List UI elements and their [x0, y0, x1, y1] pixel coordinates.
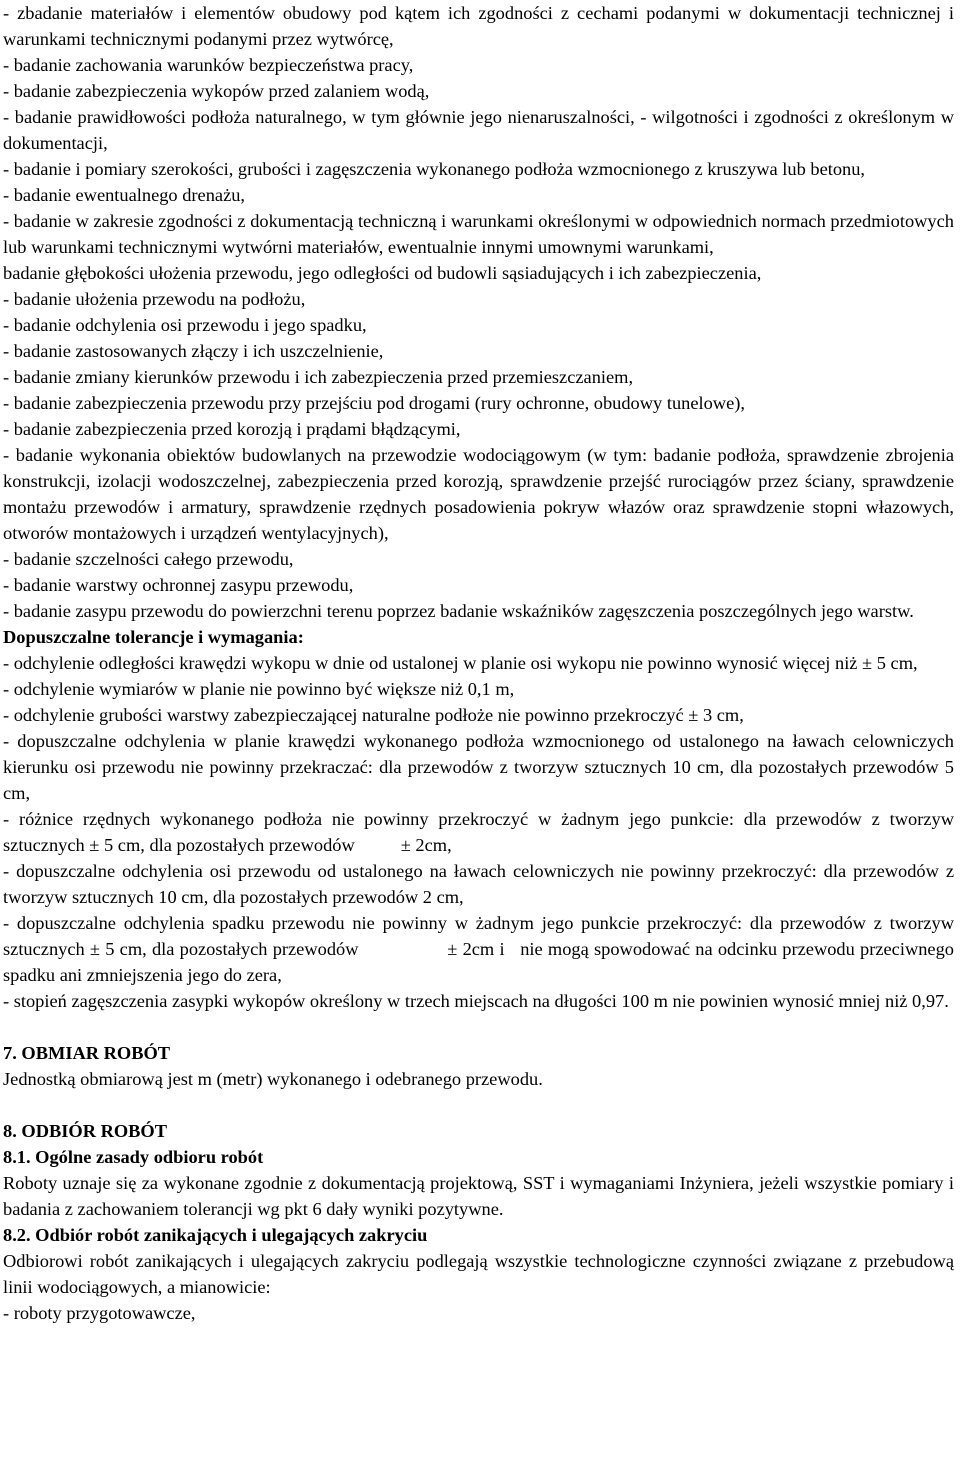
list-item: - badanie prawidłowości podłoża naturalnego, w tym głównie jego nienaruszalności, - wilgotności i zgodności z określonym w dokumentacji,: [3, 107, 954, 153]
section-heading: 8. ODBIÓR ROBÓT: [3, 1121, 168, 1141]
subsection-heading: 8.2. Odbiór robót zanikających i ulegających zakryciu: [3, 1225, 428, 1245]
list-item: - dopuszczalne odchylenia w planie krawędzi wykonanego podłoża wzmocnionego od ustalonego na ławach celowniczych kierunku osi przewodu nie powinny przekraczać: dla przewodów z tworzyw sztucznych 10 cm, dla pozostałych przewodów 5 cm,: [3, 731, 954, 803]
list-item: - badanie zabezpieczenia przewodu przy przejściu pod drogami (rury ochronne, obudowy tunelowe),: [3, 393, 745, 413]
list-item: - stopień zagęszczenia zasypki wykopów określony w trzech miejscach na długości 100 m nie powinien wynosić mniej niż 0,97.: [3, 991, 949, 1011]
list-item: - badanie ułożenia przewodu na podłożu,: [3, 289, 306, 309]
list-item: - badanie zastosowanych złączy i ich uszczelnienie,: [3, 341, 384, 361]
list-item: - badanie szczelności całego przewodu,: [3, 549, 294, 569]
list-item: - zbadanie materiałów i elementów obudowy pod kątem ich zgodności z cechami podanymi w dokumentacji technicznej i warunkami technicznymi podanymi przez wytwórcę,: [3, 3, 954, 49]
subsection-heading: 8.1. Ogólne zasady odbioru robót: [3, 1147, 264, 1167]
tolerances-heading: Dopuszczalne tolerancje i wymagania:: [3, 627, 304, 647]
list-item: - odchylenie grubości warstwy zabezpieczającej naturalne podłoże nie powinno przekroczyć ± 3 cm,: [3, 705, 744, 725]
tolerances-section: [3, 624, 959, 1014]
list-item: - badanie warstwy ochronnej zasypu przewodu,: [3, 575, 354, 595]
list-item: - badanie w zakresie zgodności z dokumentacją techniczną i warunkami określonymi w odpowiednich normach przedmiotowych lub warunkami technicznymi wytwórni materiałów, ewentualnie innymi umownymi warunkami,: [3, 211, 954, 257]
list-item: - dopuszczalne odchylenia spadku przewodu nie powinny w żadnym jego punkcie przekroczyć: dla przewodów z tworzyw sztucznych ± 5 cm, dla pozostałych przewodów ± 2cm i nie mogą spowodować na odcinku przewodu przeciwnego spadku ani zmniejszenia jego do zera,: [3, 913, 959, 985]
section-text: Jednostką obmiarową jest m (metr) wykonanego i odebranego przewodu.: [3, 1069, 543, 1089]
section-7: [3, 1040, 954, 1092]
list-item: - badanie wykonania obiektów budowlanych na przewodzie wodociągowym (w tym: badanie podłoża, sprawdzenie zbrojenia konstrukcji, izolacji wodoszczelnej, zabezpieczenia przed korozją, sprawdzenie przejść rurociągów przez ściany, sprawdzenie montażu przewodów i armatury, sprawdzenie rzędnych posadowienia pokryw włazów oraz sprawdzenie stopni włazowych, otworów montażowych i urządzeń wentylacyjnych),: [3, 445, 954, 543]
section-8: [3, 1118, 954, 1326]
list-item: - odchylenie odległości krawędzi wykopu w dnie od ustalonej w planie osi wykopu nie powinno wynosić więcej niż ± 5 cm,: [3, 653, 918, 673]
list-item: - badanie zabezpieczenia wykopów przed zalaniem wodą,: [3, 81, 430, 101]
list-item: - badanie i pomiary szerokości, grubości i zagęszczenia wykonanego podłoża wzmocnionego z kruszywa lub betonu,: [3, 159, 866, 179]
list-item: badanie głębokości ułożenia przewodu, jego odległości od budowli sąsiadujących i ich zabezpieczenia,: [3, 263, 762, 283]
inspection-list: [3, 0, 954, 624]
list-item: - badanie zabezpieczenia przed korozją i prądami błądzącymi,: [3, 419, 461, 439]
list-item: - dopuszczalne odchylenia osi przewodu od ustalonego na ławach celowniczych nie powinny przekroczyć: dla przewodów z tworzyw sztucznych 10 cm, dla pozostałych przewodów 2 cm,: [3, 861, 954, 907]
list-item: - roboty przygotowawcze,: [3, 1303, 196, 1323]
spacer: [3, 1092, 954, 1118]
spacer: [3, 1014, 954, 1040]
subsection-text: Odbiorowi robót zanikających i ulegających zakryciu podlegają wszystkie technologiczne czynności związane z przebudową linii wodociągowych, a mianowicie:: [3, 1251, 954, 1297]
list-item: - badanie odchylenia osi przewodu i jego spadku,: [3, 315, 367, 335]
list-item: - odchylenie wymiarów w planie nie powinno być większe niż 0,1 m,: [3, 679, 515, 699]
subsection-text: Roboty uznaje się za wykonane zgodnie z dokumentacją projektową, SST i wymaganiami Inżyniera, jeżeli wszystkie pomiary i badania z zachowaniem tolerancji wg pkt 6 dały wyniki pozytywne.: [3, 1173, 954, 1219]
list-item: - badanie zasypu przewodu do powierzchni terenu poprzez badanie wskaźników zagęszczenia poszczególnych jego warstw.: [3, 601, 914, 621]
list-item: - badanie ewentualnego drenażu,: [3, 185, 246, 205]
list-item: - różnice rzędnych wykonanego podłoża nie powinny przekroczyć w żadnym jego punkcie: dla przewodów z tworzyw sztucznych ± 5 cm, dla pozostałych przewodów ± 2cm,: [3, 809, 959, 855]
section-heading: 7. OBMIAR ROBÓT: [3, 1043, 171, 1063]
list-item: - badanie zachowania warunków bezpieczeństwa pracy,: [3, 55, 414, 75]
list-item: - badanie zmiany kierunków przewodu i ich zabezpieczenia przed przemieszczaniem,: [3, 367, 634, 387]
